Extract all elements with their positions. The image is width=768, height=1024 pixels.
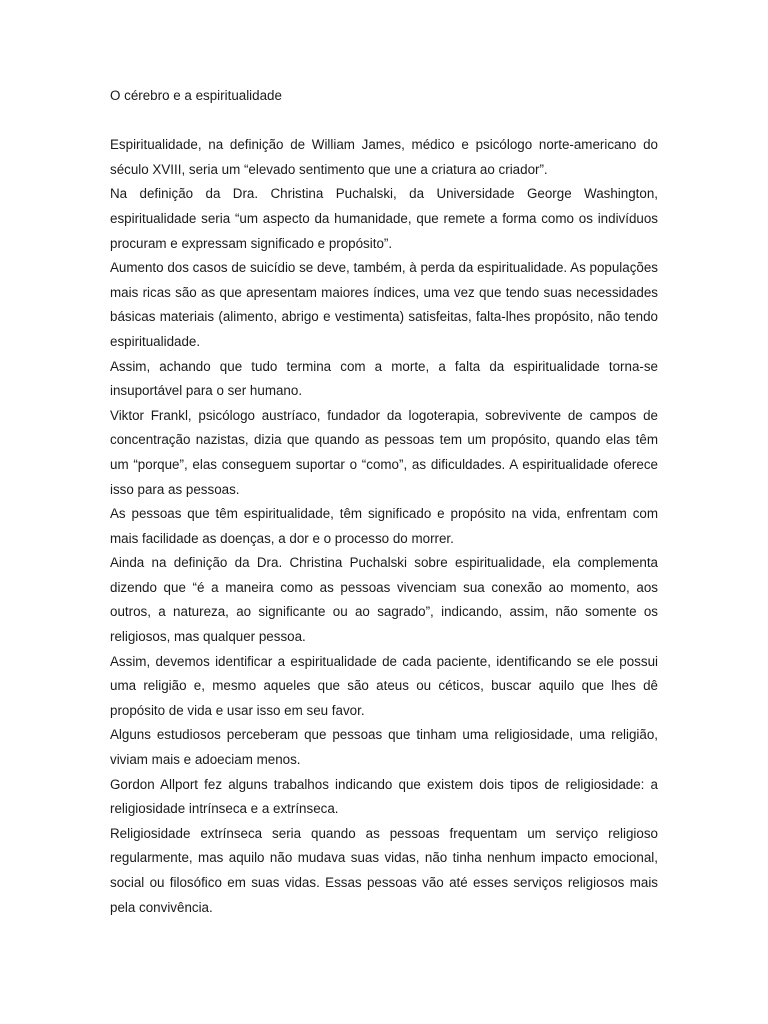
paragraph-9: Alguns estudiosos perceberam que pessoas que tinham uma religiosidade, uma religião, viviam mais e adoeciam menos. (110, 727, 658, 768)
paragraph-6: As pessoas que têm espiritualidade, têm significado e propósito na vida, enfrentam com mais facilidade as doenças, a dor e o processo do morrer. (110, 506, 658, 546)
paragraph-2: Na definição da Dra. Christina Puchalski, da Universidade George Washington, espiritualidade seria “um aspecto da humanidade, que remete a forma como os indivíduos procuram e expressam significado e propósito”. (110, 186, 658, 251)
paragraph-10: Gordon Allport fez alguns trabalhos indicando que existem dois tipos de religiosidade: a religiosidade intrínseca e a extrínseca. (110, 776, 658, 817)
paragraph-5: Viktor Frankl, psicólogo austríaco, fundador da logoterapia, sobrevivente de campos de concentração nazistas, dizia que quando as pessoas tem um propósito, quando elas têm um “porque”, elas conseguem suportar o “como”, as dificuldades. A espiritualidade oferece isso para as pessoas. (110, 407, 658, 497)
paragraph-1: Espiritualidade, na definição de William James, médico e psicólogo norte-americano do século XVIII, seria um “elevado sentimento que une a criatura ao criador”. (110, 137, 658, 177)
paragraph-4: Assim, achando que tudo termina com a morte, a falta da espiritualidade torna-se insuportável para o ser humano. (110, 358, 658, 399)
document-title: O cérebro e a espiritualidade (110, 88, 282, 103)
paragraph-3: Aumento dos casos de suicídio se deve, também, à perda da espiritualidade. As populações mais ricas são as que apresentam maiores índices, uma vez que tendo suas necessidades básicas materiais (alimento, abrigo e vestimenta) satisfeitas, falta-lhes propósito, não tendo espiritualidade. (110, 260, 658, 349)
paragraph-7: Ainda na definição da Dra. Christina Puchalski sobre espiritualidade, ela complementa dizendo que “é a maneira como as pessoas vivenciam sua conexão ao momento, aos outros, a natureza, ao significante ou ao sagrado”, indicando, assim, não somente os religiosos, mas qualquer pessoa. (110, 555, 658, 645)
paragraph-11: Religiosidade extrínseca seria quando as pessoas frequentam um serviço religioso regularmente, mas aquilo não mudava suas vidas, não tinha nenhum impacto emocional, social ou filosófico em suas vidas. Essas pessoas vão até esses serviços religiosos mais pela convivência. (110, 825, 658, 915)
paragraph-8: Assim, devemos identificar a espiritualidade de cada paciente, identificando se ele possui uma religião e, mesmo aqueles que são ateus ou céticos, buscar aquilo que lhes dê propósito de vida e usar isso em seu favor. (110, 653, 658, 718)
document-body (110, 84, 658, 920)
